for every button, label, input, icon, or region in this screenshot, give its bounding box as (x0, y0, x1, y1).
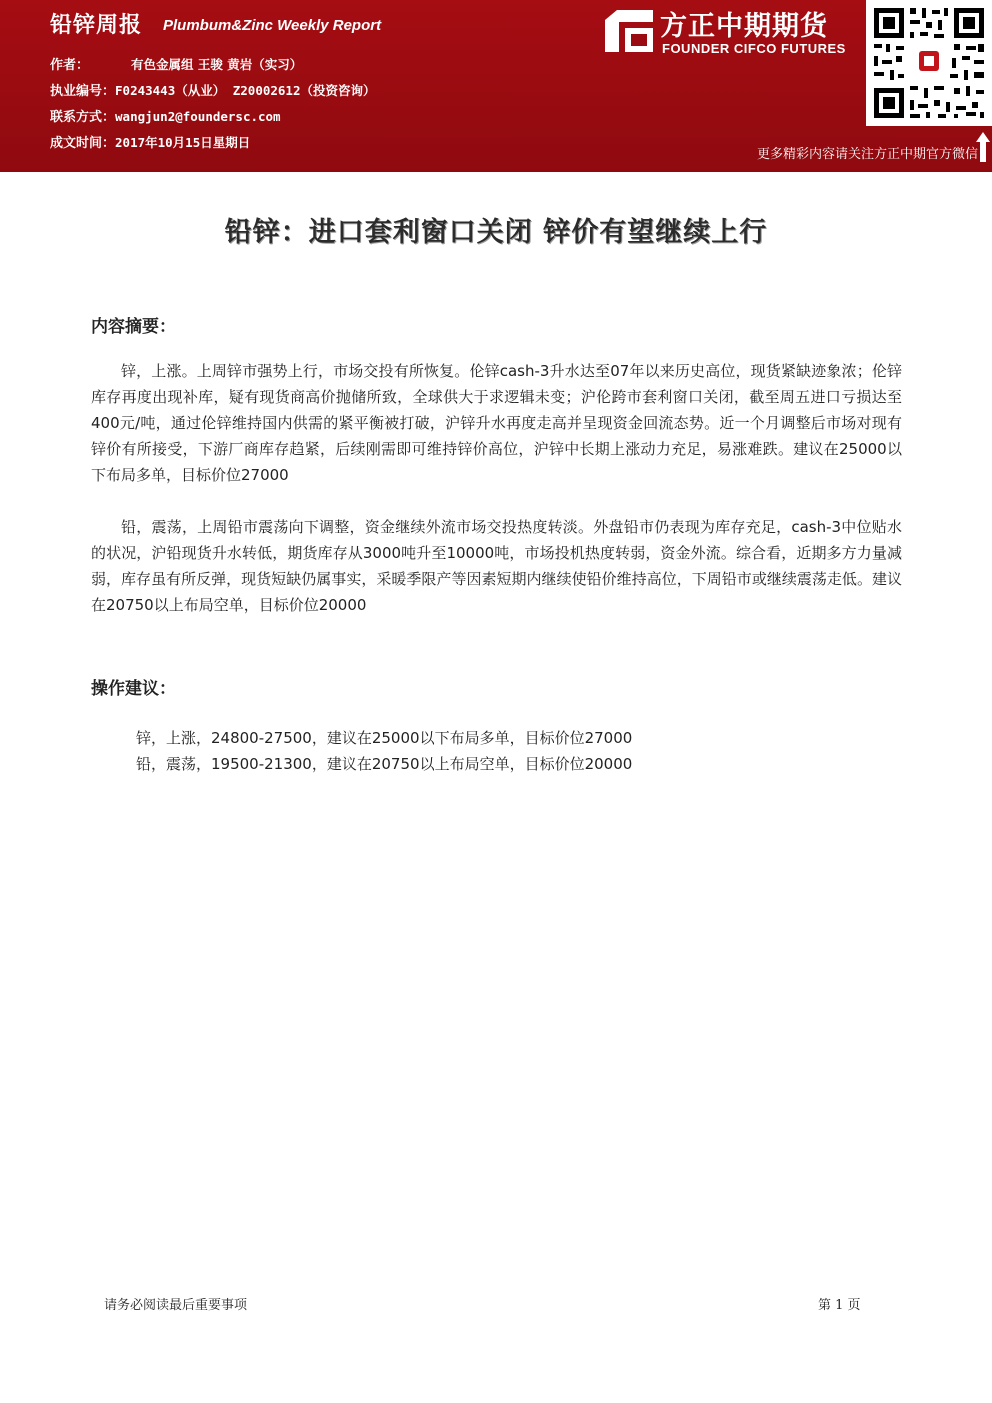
summary-heading: 内容摘要： (91, 317, 176, 337)
report-name: 铅锌周报 (50, 13, 143, 38)
date-row (50, 132, 250, 151)
author-value: 有色金属组 王骏 黄岩（实习） (131, 57, 303, 72)
operation-heading: 操作建议： (91, 679, 176, 699)
qr-code-icon (866, 0, 992, 126)
operation-lead-line: 铅，震荡，19500-21300，建议在20750以上布局空单，目标价位20000 (136, 755, 633, 773)
follow-wechat-text: 更多精彩内容请关注方正中期官方微信 (756, 147, 978, 162)
summary-zinc-paragraph: 锌，上涨。上周锌市强势上行，市场交投有所恢复。伦锌cash-3升水达至07年以来历史高位，现货紧缺迹象浓；伦锌库存再度出现补库，疑有现货商高价抛储所致，全球供大于求逻辑未变；沪伦跨市套利窗口关闭，截至周五进口亏损达至400元/吨，通过伦锌维持国内供需的紧平衡被打破，沪锌升水再度走高并呈现资金回流态势。近一个月调整后市场对现有锌价有所接受，下游厂商库存趋紧，后续刚需即可维持锌价高位，沪锌中长期上涨动力充足，易涨难跌。建议在25000以下布局多单，目标价位27000 (91, 362, 902, 484)
report-header (0, 0, 992, 172)
author-row (50, 54, 302, 73)
author-label: 作者： (50, 58, 90, 73)
report-title: 铅锌：进口套利窗口关闭 锌价有望继续上行 (224, 217, 768, 248)
license-value: F0243443（从业） Z20002612（投资咨询） (115, 83, 376, 98)
footer-notice: 请务必阅读最后重要事项 (104, 1298, 248, 1313)
date-label: 成文时间： (50, 136, 116, 151)
summary-lead-paragraph: 铅，震荡，上周铅市震荡向下调整，资金继续外流市场交投热度转淡。外盘铅市仍表现为库存充足，cash-3中位贴水的状况，沪铅现货升水转低，期货库存从3000吨升至10000吨，市场投机热度转弱，资金外流。综合看，近期多方力量减弱，库存虽有所反弹，现货短缺仍属事实，采暖季限产等因素短期内继续使铅价维持高位，下周铅市或继续震荡走低。建议在20750以上布局空单，目标价位20000 (91, 518, 902, 614)
license-label: 执业编号： (50, 84, 116, 99)
brand-name-en: FOUNDER CIFCO FUTURES (662, 41, 846, 56)
founder-logo-icon (603, 8, 655, 54)
brand-name-cn: 方正中期期货 (660, 11, 828, 42)
contact-value: wangjun2@foundersc.com (115, 109, 281, 124)
date-value: 2017年10月15日星期日 (115, 135, 251, 150)
report-name-en: Plumbum&Zinc Weekly Report (163, 17, 382, 34)
license-row (50, 80, 375, 99)
contact-label: 联系方式： (50, 110, 116, 125)
operation-zinc-line: 锌，上涨，24800-27500，建议在25000以下布局多单，目标价位27000 (136, 729, 633, 747)
arrow-up-icon (976, 132, 990, 162)
contact-row (50, 106, 281, 125)
page-number: 第 1 页 (818, 1298, 861, 1313)
